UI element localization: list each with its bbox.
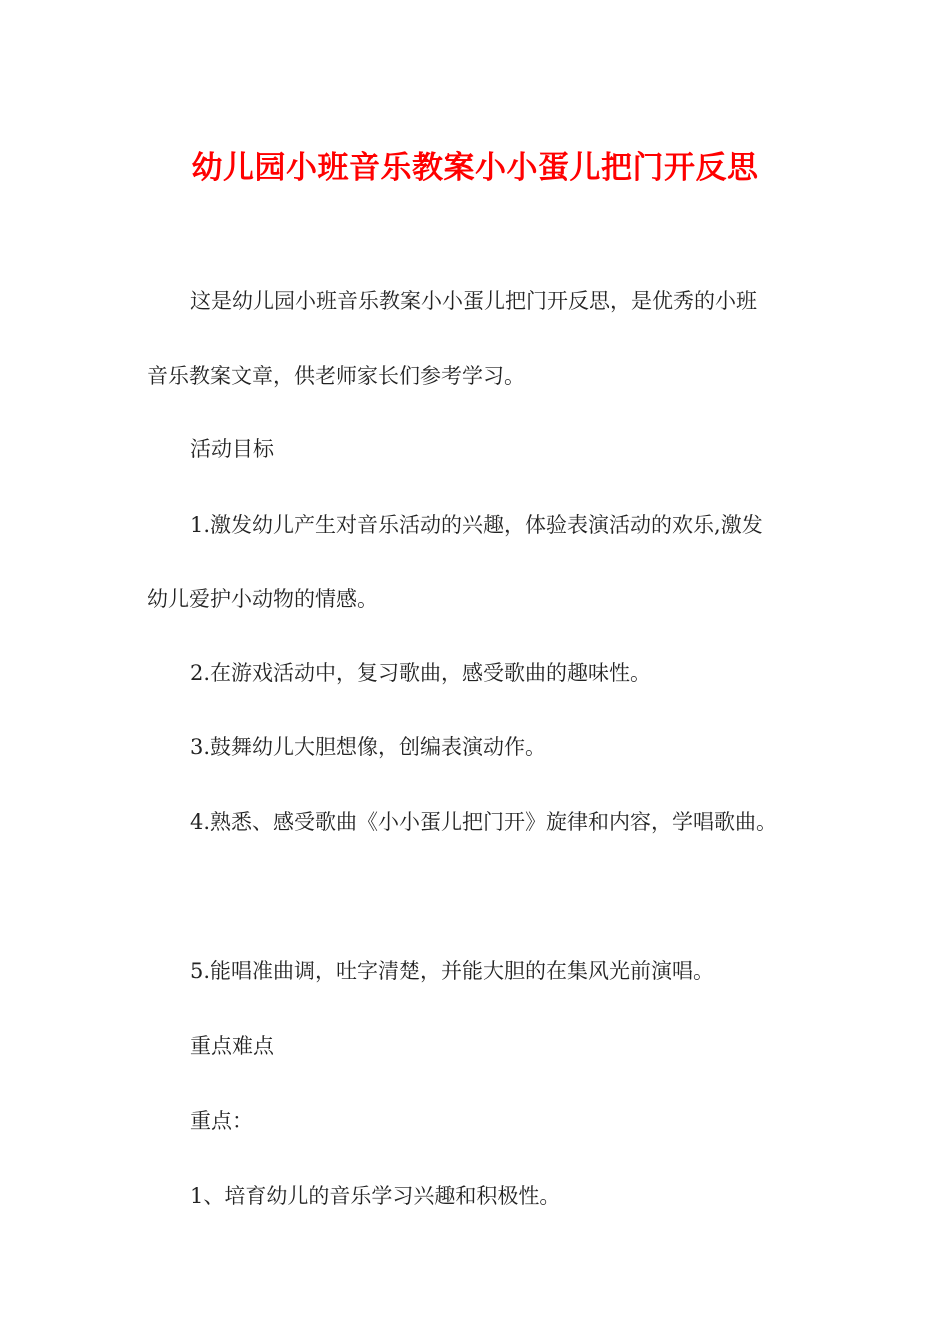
subheading-key-point: 重点： xyxy=(190,1109,253,1133)
goal-5: 5.能唱准曲调，吐字清楚，并能大胆的在集风光前演唱。 xyxy=(190,959,715,983)
goal-2: 2.在游戏活动中，复习歌曲，感受歌曲的趣味性。 xyxy=(190,661,652,685)
goal-4: 4.熟悉、感受歌曲《小小蛋儿把门开》旋律和内容，学唱歌曲。 xyxy=(190,810,778,834)
document-title: 幼儿园小班音乐教案小小蛋儿把门开反思 xyxy=(191,150,759,186)
goal-1-line-1: 1.激发幼儿产生对音乐活动的兴趣，体验表演活动的欢乐,激发 xyxy=(190,513,763,537)
section-heading-goals: 活动目标 xyxy=(190,437,274,461)
key-point-1: 1、培育幼儿的音乐学习兴趣和积极性。 xyxy=(190,1184,561,1208)
section-heading-key-points: 重点难点 xyxy=(190,1034,274,1058)
goal-3: 3.鼓舞幼儿大胆想像，创编表演动作。 xyxy=(190,735,547,759)
paragraph-intro-line-2: 音乐教案文章，供老师家长们参考学习。 xyxy=(147,364,525,388)
goal-1-line-2: 幼儿爱护小动物的情感。 xyxy=(147,587,378,611)
paragraph-intro-line-1: 这是幼儿园小班音乐教案小小蛋儿把门开反思，是优秀的小班 xyxy=(190,289,757,313)
